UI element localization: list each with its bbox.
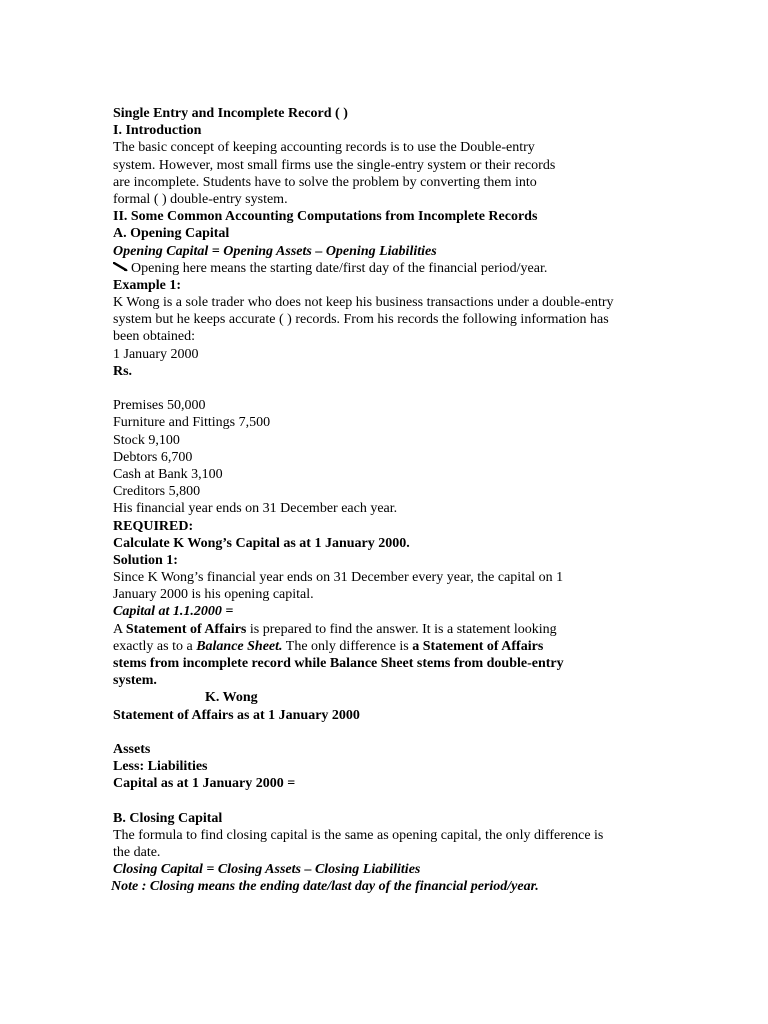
item-stock: Stock 9,100 — [113, 432, 180, 448]
opening-capital-formula: Opening Capital = Opening Assets – Opening Liabilities — [113, 243, 437, 259]
capital-as-at-label: Capital as at 1 January 2000 = — [113, 776, 296, 792]
soa-line-4: system. — [113, 673, 157, 689]
year-end-line: His financial year ends on 31 December each year. — [113, 501, 398, 517]
closing-capital-formula: Closing Capital = Closing Assets – Closing Liabilities — [113, 862, 421, 878]
section-2-heading: II. Some Common Accounting Computations from Incomplete Records — [113, 209, 538, 225]
required-heading: REQUIRED: — [113, 518, 194, 534]
soa-line-1 — [113, 621, 673, 638]
soa-bold-term: a Statement of Affairs — [412, 638, 544, 654]
soa-text: is prepared to find the answer. It is a statement looking — [246, 621, 557, 637]
intro-line-2: system. However, most small firms use the single-entry system or their records — [113, 157, 556, 173]
soa-text: exactly as to a — [113, 638, 197, 654]
statement-title: Statement of Affairs as at 1 January 2000 — [113, 707, 360, 723]
currency-label: Rs. — [113, 363, 133, 379]
date-line: 1 January 2000 — [113, 346, 199, 362]
item-creditors: Creditors 5,800 — [113, 484, 201, 500]
closing-line-1: The formula to find closing capital is the same as opening capital, the only difference is — [113, 827, 604, 843]
solution-line-2: January 2000 is his opening capital. — [113, 587, 314, 603]
intro-line-4: formal ( ) double-entry system. — [113, 191, 288, 207]
example-1-heading: Example 1: — [113, 277, 182, 293]
opening-note-text: Opening here means the starting date/first day of the financial period/year. — [131, 260, 548, 276]
document-title: Single Entry and Incomplete Record ( ) — [113, 106, 348, 121]
example-line-1: K Wong is a sole trader who does not keep his business transactions under a double-entry — [113, 295, 614, 311]
item-premises: Premises 50,000 — [113, 398, 206, 414]
sub-b-heading: B. Closing Capital — [113, 810, 223, 826]
soa-line-3: stems from incomplete record while Balance Sheet stems from double-entry — [113, 656, 564, 671]
opening-note — [113, 260, 673, 277]
closing-note: Note : Closing means the ending date/last day of the financial period/year. — [111, 879, 539, 895]
soa-line-2 — [113, 638, 673, 655]
item-furniture: Furniture and Fittings 7,500 — [113, 415, 271, 431]
solution-line-1: Since K Wong’s financial year ends on 31 December every year, the capital on 1 — [113, 570, 564, 586]
item-debtors: Debtors 6,700 — [113, 449, 193, 465]
company-name: K. Wong — [205, 690, 258, 706]
example-line-2: system but he keeps accurate ( ) records. From his records the following information has — [113, 312, 609, 328]
less-liabilities-label: Less: Liabilities — [113, 759, 208, 775]
pencil-icon — [113, 260, 131, 277]
item-cash-at-bank: Cash at Bank 3,100 — [113, 466, 223, 482]
intro-line-1: The basic concept of keeping accounting records is to use the Double-entry — [113, 140, 535, 156]
intro-line-3: are incomplete. Students have to solve the problem by converting them into — [113, 174, 537, 190]
document-content — [113, 105, 673, 896]
solution-1-heading: Solution 1: — [113, 552, 178, 568]
closing-line-2: the date. — [113, 845, 161, 861]
sub-a-heading: A. Opening Capital — [113, 226, 230, 242]
soa-text: The only difference is — [282, 638, 413, 654]
required-text: Calculate K Wong’s Capital as at 1 January 2000. — [113, 535, 410, 551]
assets-label: Assets — [113, 741, 151, 757]
capital-at-label: Capital at 1.1.2000 = — [113, 604, 234, 620]
balance-sheet-term: Balance Sheet. — [196, 638, 283, 654]
soa-text: A — [113, 621, 126, 637]
soa-bold-term: Statement of Affairs — [125, 621, 247, 637]
example-line-3: been obtained: — [113, 329, 196, 345]
section-1-heading: I. Introduction — [113, 123, 202, 139]
